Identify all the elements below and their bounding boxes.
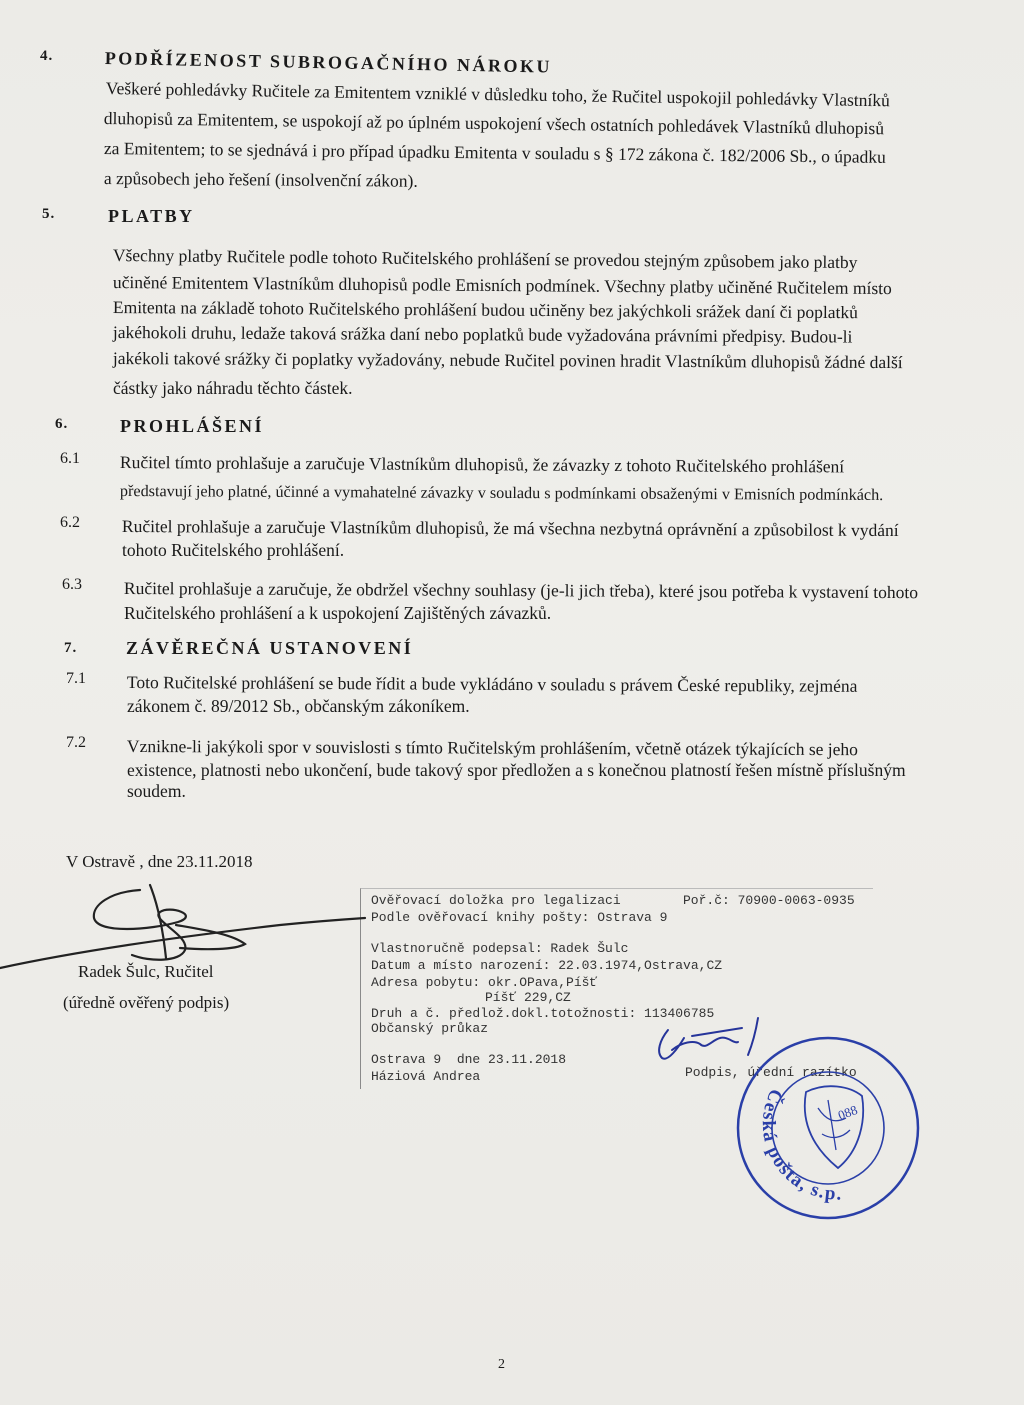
cert-birth: Datum a místo narození: 22.03.1974,Ostrava,CZ [371,958,723,973]
item-6-2-number: 6.2 [60,514,80,531]
cert-book: Podle ověřovací knihy pošty: Ostrava 9 [371,910,668,925]
page-number: 2 [498,1357,505,1372]
section-4-line: Veškeré pohledávky Ručitele za Emitentem vzniklé v důsledku toho, že Ručitel uspokojil pohledávky Vlastníků [105,78,890,111]
signature-place-date: V Ostravě , dne 23.11.2018 [66,852,253,871]
section-6-number: 6. [55,416,69,432]
item-6-3-number: 6.3 [62,576,82,593]
stamp-text-arc [758,1086,843,1205]
section-5-line: jakékoli takové srážky či poplatky vyžadovány, nebude Ručitel povinen hradit Vlastníkům dluhopisů žádné další [112,348,903,373]
signature-note: (úředně ověřený podpis) [63,993,230,1012]
cert-id-type: Občanský průkaz [371,1021,489,1036]
section-4-title: PODŘÍZENOST SUBROGAČNÍHO NÁROKU [104,48,553,77]
item-6-2-line: Ručitel prohlašuje a zaručuje Vlastníkům dluhopisů, že má všechna nezbytná oprávnění a způsobilost k vydání [121,516,899,541]
section-5-line: učiněné Emitentem Vlastníkům dluhopisů podle Emisních podmínek. Všechny platby učiněné Ručitelem místo [112,272,892,299]
section-5-line: jakéhokoli druhu, ledaže taková srážka daní nebo poplatků bude vyžadována právními předpisy. Budou-li [112,322,853,347]
section-4-line: a způsobech jeho řešení (insolvenční zákon). [103,168,418,191]
stamp-text: Česká pošta, s.p. [757,1085,843,1205]
cert-reference: Poř.č: 70900-0063-0935 [683,893,855,908]
section-7-number: 7. [64,640,78,656]
item-6-2-line: tohoto Ručitelského prohlášení. [122,540,345,560]
cert-stamp-label: Podpis, úřední razítko [685,1065,857,1080]
section-4-line: dluhopisů za Emitentem, se uspokojí až po úplném uspokojení všech ostatních pohledávek Vlastníků dluhopisů [103,108,885,139]
section-5-title: PLATBY [108,206,195,226]
handwritten-signature [0,885,365,968]
item-7-2-number: 7.2 [66,734,86,751]
officer-signature [659,1018,758,1059]
item-6-1-line: Ručitel tímto prohlašuje a zaručuje Vlastníkům dluhopisů, že závazky z tohoto Ručitelského prohlášení [119,452,845,477]
section-4-line: za Emitentem; to se sjednává i pro případ úpadku Emitenta v souladu s § 172 zákona č. 182/2006 Sb., o úpadku [103,138,886,167]
item-6-1-number: 6.1 [60,450,80,467]
item-6-3-line: Ručitel prohlašuje a zaručuje, že obdržel všechny souhlasy (je-li jich třeba), které jsou potřeba k vystavení tohoto [123,578,919,603]
item-7-2-line: existence, platnosti nebo ukončení, bude takový spor předložen a s konečnou platností řešen místně příslušným [127,760,906,780]
cert-address: Adresa pobytu: okr.OPava,Píšť [371,975,598,990]
svg-text:Česká pošta, s.p. [758,1086,843,1205]
stamp-number: 088 [835,1102,860,1123]
section-5-line: Všechny platby Ručitele podle tohoto Ručitelského prohlášení se provedou stejným způsobem jako platby [112,245,858,273]
cert-signed-by: Vlastnoručně podepsal: Radek Šulc [371,941,629,956]
section-5-line: Emitenta na základě tohoto Ručitelského prohlášení budou učiněny bez jakýchkoli srážek daní či poplatků [112,297,858,323]
section-4-number: 4. [40,48,54,64]
section-7-title: ZÁVĚREČNÁ USTANOVENÍ [126,638,414,658]
item-6-3-line: Ručitelského prohlášení a k uspokojení Zajištěných závazků. [124,603,552,623]
cert-place-date: Ostrava 9 dne 23.11.2018 [371,1052,567,1067]
section-5-line: částky jako náhradu těchto částek. [113,378,353,398]
item-6-1-line: představují jeho platné, účinné a vymahatelné závazky v souladu s podmínkami obsaženými v Emisních podmínkách. [119,482,884,504]
cert-address-2: Píšť 229,CZ [485,990,571,1005]
signer-name: Radek Šulc, Ručitel [78,962,214,981]
item-7-2-line: Vznikne-li jakýkoli spor v souvislosti s tímto Ručitelským prohlášením, včetně otázek týkajících se jeho [126,736,858,760]
cert-title: Ověřovací doložka pro legalizaci [371,893,621,908]
cert-id-doc: Druh a č. předlož.dokl.totožnosti: 113406785 [371,1006,715,1021]
section-5-number: 5. [42,206,56,222]
item-7-2-line: soudem. [127,781,186,801]
item-7-1-number: 7.1 [66,670,86,687]
section-6-title: PROHLÁŠENÍ [120,416,265,436]
item-7-1-line: zákonem č. 89/2012 Sb., občanským zákoníkem. [127,696,470,716]
item-7-1-line: Toto Ručitelské prohlášení se bude řídit a bude vykládáno v souladu s právem České republiky, zejména [126,672,858,696]
cert-officer: Háziová Andrea [371,1069,481,1084]
